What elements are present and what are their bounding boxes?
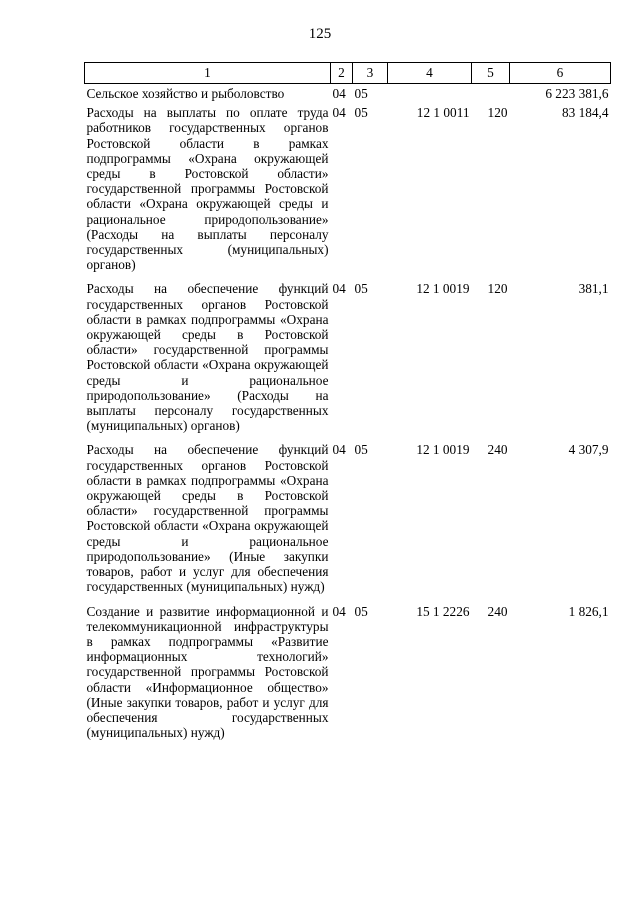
row-section: 04 bbox=[332, 281, 346, 297]
row-subsection: 05 bbox=[354, 105, 368, 121]
row-vr: 240 bbox=[487, 442, 508, 458]
row-name: Сельское хозяйство и рыболовство bbox=[86, 86, 285, 101]
table-row bbox=[85, 604, 611, 750]
budget-table bbox=[84, 62, 611, 749]
row-sum: 4 307,9 bbox=[568, 442, 609, 458]
table-row bbox=[85, 281, 611, 442]
table-header-row bbox=[85, 63, 611, 84]
row-section: 04 bbox=[332, 86, 346, 101]
row-csr: 12 1 0019 bbox=[416, 442, 470, 458]
column-header-section: 2 bbox=[331, 63, 353, 84]
table-row bbox=[85, 442, 611, 603]
table-row bbox=[85, 84, 611, 106]
column-header-sum: 6 bbox=[510, 63, 611, 84]
row-section: 04 bbox=[332, 442, 346, 458]
column-header-name: 1 bbox=[85, 63, 331, 84]
row-vr bbox=[472, 84, 510, 106]
row-sum: 6 223 381,6 bbox=[545, 86, 609, 101]
row-vr: 120 bbox=[487, 281, 508, 297]
row-csr bbox=[388, 84, 472, 106]
row-name: Расходы на обеспечение функций государственных органов Ростовской области в рамках подпрограммы «Охрана окружающей среды в Ростовской области» государственной программы Ростовской области «Охрана окружающей среды и рациональное природопользование» (Расходы на выплаты персоналу государственных (муниципальных) органов) bbox=[86, 281, 329, 434]
row-vr: 240 bbox=[487, 603, 508, 619]
row-sum: 381,1 bbox=[578, 281, 609, 297]
row-subsection: 05 bbox=[354, 281, 368, 297]
column-header-csr: 4 bbox=[388, 63, 472, 84]
row-subsection: 05 bbox=[354, 442, 368, 458]
table-row bbox=[85, 105, 611, 281]
column-header-vr: 5 bbox=[472, 63, 510, 84]
row-sum: 1 826,1 bbox=[568, 603, 609, 619]
row-section: 04 bbox=[332, 603, 346, 619]
row-subsection: 05 bbox=[354, 86, 368, 101]
row-sum: 83 184,4 bbox=[561, 105, 609, 121]
page-number: 125 bbox=[308, 26, 332, 42]
row-csr: 12 1 0011 bbox=[416, 105, 470, 121]
column-header-subsection: 3 bbox=[353, 63, 388, 84]
row-vr: 120 bbox=[487, 105, 508, 121]
row-name: Создание и развитие информационной и телекоммуникационной инфраструктуры в рамках подпрограммы «Развитие информационных технологий» государственной программы Ростовской области «Информационное общество» (Иные закупки товаров, работ и услуг для обеспечения государственных (муниципальных) нужд) bbox=[86, 603, 329, 741]
row-name: Расходы на обеспечение функций государственных органов Ростовской области в рамках подпрограммы «Охрана окружающей среды в Ростовской области» государственной программы Ростовской области «Охрана окружающей среды и рациональное природопользование» (Иные закупки товаров, работ и услуг для обеспечения государственных (муниципальных) нужд) bbox=[86, 442, 329, 595]
row-subsection: 05 bbox=[354, 603, 368, 619]
row-csr: 15 1 2226 bbox=[416, 603, 470, 619]
row-csr: 12 1 0019 bbox=[416, 281, 470, 297]
row-name: Расходы на выплаты по оплате труда работников государственных органов Ростовской области в рамках подпрограммы «Охрана окружающей среды в Ростовской области» государственной программы Ростовской области «Охрана окружающей среды и рациональное природопользование» (Расходы на выплаты персоналу государственных (муниципальных) органов) bbox=[86, 105, 329, 273]
row-section: 04 bbox=[332, 105, 346, 121]
